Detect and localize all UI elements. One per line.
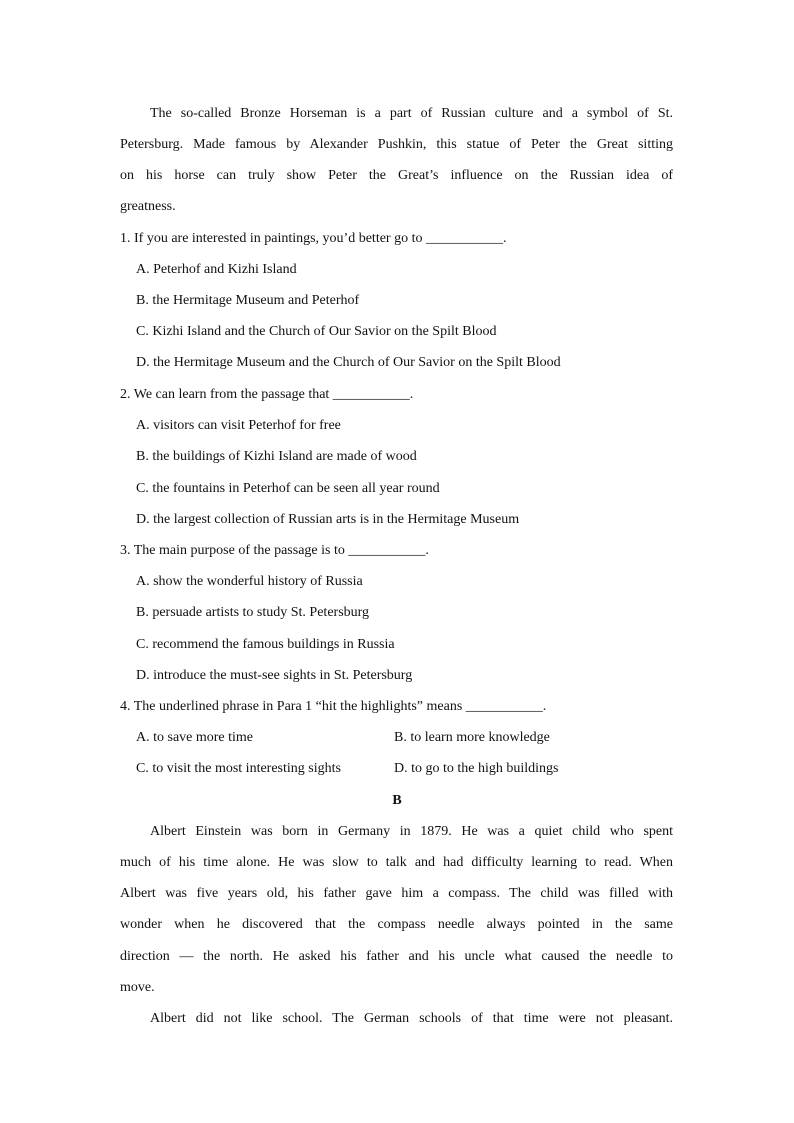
section-heading: B	[392, 793, 402, 808]
answer-option: A. visitors can visit Peterhof for free	[136, 418, 341, 433]
question-stem: 4. The underlined phrase in Para 1 “hit the highlights” means ___________.	[120, 699, 547, 714]
question-stem: 2. We can learn from the passage that ___________.	[120, 387, 414, 402]
passage-b-line: wonder when he discovered that the compass needle always pointed in the same	[120, 917, 673, 932]
passage-a-line: on his horse can truly show Peter the Great’s influence on the Russian idea of	[120, 168, 673, 183]
question-stem: 1. If you are interested in paintings, you’d better go to ___________.	[120, 231, 507, 246]
answer-option: C. the fountains in Peterhof can be seen all year round	[136, 481, 440, 496]
passage-b-line: move.	[120, 980, 155, 995]
answer-option: B. persuade artists to study St. Petersburg	[136, 605, 370, 620]
answer-option: C. to visit the most interesting sights	[136, 761, 341, 776]
answer-option: D. the Hermitage Museum and the Church of Our Savior on the Spilt Blood	[136, 355, 561, 370]
question-stem: 3. The main purpose of the passage is to ___________.	[120, 543, 429, 558]
answer-option: B. the Hermitage Museum and Peterhof	[136, 293, 360, 308]
answer-option: A. to save more time	[136, 730, 254, 745]
passage-a-line: greatness.	[120, 199, 176, 214]
passage-b-line: Albert did not like school. The German schools of that time were not pleasant.	[150, 1011, 673, 1026]
passage-b-line: Albert was five years old, his father gave him a compass. The child was filled with	[120, 886, 673, 901]
answer-option: D. to go to the high buildings	[394, 761, 559, 776]
answer-option: D. introduce the must-see sights in St. Petersburg	[136, 668, 413, 683]
answer-option: A. show the wonderful history of Russia	[136, 574, 363, 589]
passage-b-line: much of his time alone. He was slow to talk and had difficulty learning to read. When	[120, 855, 673, 870]
passage-a-line: Petersburg. Made famous by Alexander Pushkin, this statue of Peter the Great sitting	[120, 137, 673, 152]
answer-option: C. recommend the famous buildings in Russia	[136, 637, 395, 652]
answer-option: B. the buildings of Kizhi Island are made of wood	[136, 449, 417, 464]
passage-b-line: direction — the north. He asked his father and his uncle what caused the needle to	[120, 949, 673, 964]
answer-option: A. Peterhof and Kizhi Island	[136, 262, 297, 277]
passage-b-line: Albert Einstein was born in Germany in 1879. He was a quiet child who spent	[150, 824, 673, 839]
passage-a-line: The so-called Bronze Horseman is a part of Russian culture and a symbol of St.	[150, 106, 673, 121]
answer-option: B. to learn more knowledge	[394, 730, 550, 745]
answer-option: D. the largest collection of Russian arts is in the Hermitage Museum	[136, 512, 520, 527]
answer-option: C. Kizhi Island and the Church of Our Savior on the Spilt Blood	[136, 324, 497, 339]
